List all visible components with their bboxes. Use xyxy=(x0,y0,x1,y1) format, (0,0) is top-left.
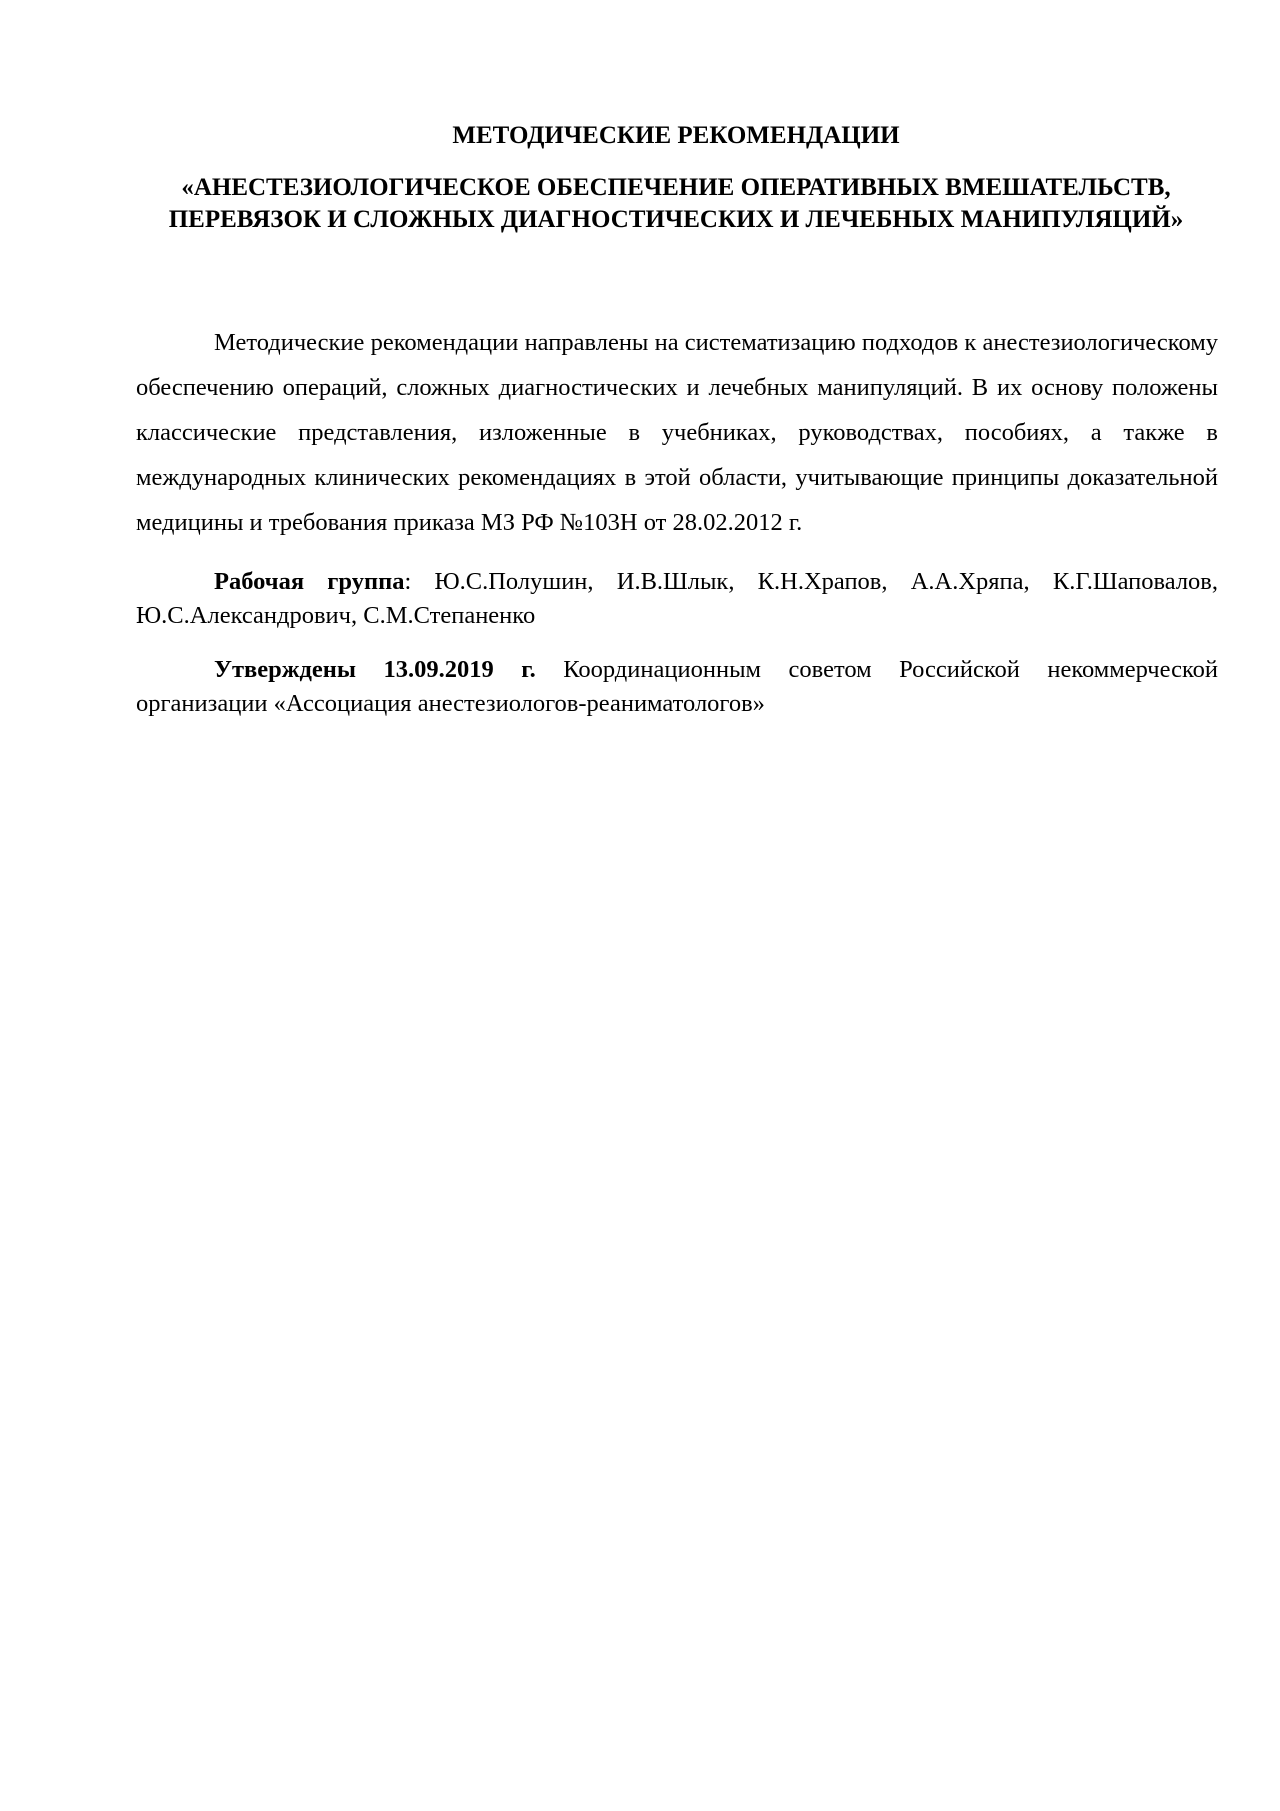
summary-paragraph: Методические рекомендации направлены на систематизацию подходов к анестезиологическому обеспечению операций, сложных диагностических и лечебных манипуляций. В их основу положены классические представления, изложенные в учебниках, руководствах, пособиях, а также в международных клинических рекомендациях в этой области, учитывающие принципы доказательной медицины и требования приказа МЗ РФ №103Н от 28.02.2012 г. xyxy=(136,329,1218,536)
working-group-paragraph xyxy=(136,565,1218,633)
document-title-line-1: «АНЕСТЕЗИОЛОГИЧЕСКОЕ ОБЕСПЕЧЕНИЕ ОПЕРАТИВНЫХ ВМЕШАТЕЛЬСТВ, xyxy=(181,174,1171,201)
approval-label: Утверждены 13.09.2019 г. xyxy=(214,656,536,683)
document-kind-heading: МЕТОДИЧЕСКИЕ РЕКОМЕНДАЦИИ xyxy=(452,122,900,149)
approval-text: Координационным советом Российской некоммерческой организации «Ассоциация анестезиологов-реаниматологов» xyxy=(136,656,1219,717)
working-group-label: Рабочая группа xyxy=(214,568,405,595)
document-title-line-2: ПЕРЕВЯЗОК И СЛОЖНЫХ ДИАГНОСТИЧЕСКИХ И ЛЕЧЕБНЫХ МАНИПУЛЯЦИЙ» xyxy=(168,206,1184,233)
approval-paragraph xyxy=(136,653,1218,721)
document-body xyxy=(136,320,1218,721)
working-group-members: : Ю.С.Полушин, И.В.Шлык, К.Н.Храпов, А.А.Хряпа, К.Г.Шаповалов, Ю.С.Александрович, С.М.Степаненко xyxy=(136,568,1218,629)
document-header xyxy=(130,120,1222,236)
document-title xyxy=(130,172,1222,236)
